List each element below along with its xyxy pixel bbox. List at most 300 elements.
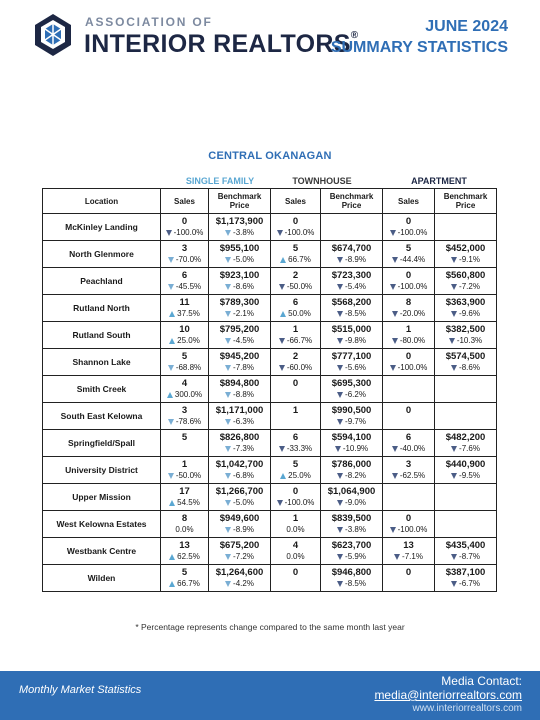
ap-sales-cell (383, 457, 435, 484)
th-sales-value: 0 (292, 567, 299, 578)
sf-sales-change (161, 416, 208, 428)
group-single-family: SINGLE FAMILY (185, 176, 255, 186)
sf-price-change (209, 470, 270, 482)
change-percent: -7.1% (402, 552, 423, 561)
th-price-cell (321, 268, 383, 295)
statistics-table (42, 188, 497, 592)
th-price-change (321, 362, 382, 374)
arrow-up-icon (169, 581, 175, 587)
arrow-down-icon (392, 311, 398, 317)
sf-sales-change (161, 281, 208, 293)
report-title-date: JUNE 2024 (425, 18, 508, 35)
th-price-change (321, 335, 382, 347)
sf-sales-value: 5 (181, 351, 188, 362)
arrow-down-icon (392, 257, 398, 263)
table-header-row (43, 189, 497, 214)
th-sales-change (271, 281, 320, 293)
sf-sales-change (161, 227, 208, 239)
th-sales-value: 0 (292, 216, 299, 227)
arrow-down-icon (277, 500, 283, 506)
table-row (43, 457, 497, 484)
th-price-change (321, 227, 382, 239)
ap-price-cell (435, 376, 497, 403)
sf-price-value: $675,200 (219, 540, 260, 551)
col-sf-sales: Sales (161, 189, 209, 214)
ap-sales-cell (383, 376, 435, 403)
ap-price-change (435, 308, 496, 320)
sf-price-value: $789,300 (219, 297, 260, 308)
sf-sales-change (161, 389, 208, 401)
table-row (43, 430, 497, 457)
ap-sales-cell (383, 268, 435, 295)
arrow-down-icon (390, 365, 396, 371)
arrow-down-icon (392, 473, 398, 479)
sf-price-value: $1,264,600 (215, 567, 264, 578)
sf-sales-change (161, 308, 208, 320)
change-percent: -6.8% (233, 471, 254, 480)
sf-sales-cell (161, 241, 209, 268)
change-percent: 62.5% (177, 552, 200, 561)
arrow-down-icon (279, 284, 285, 290)
sf-sales-cell (161, 295, 209, 322)
ap-sales-change (383, 470, 434, 482)
ap-sales-value (383, 484, 434, 497)
ap-sales-cell (383, 403, 435, 430)
ap-price-change (435, 362, 496, 374)
arrow-down-icon (225, 446, 231, 452)
sf-sales-change (161, 362, 208, 374)
th-price-cell (321, 214, 383, 241)
sf-price-change (209, 551, 270, 563)
col-th-price: Benchmark Price (321, 189, 383, 214)
table-row (43, 349, 497, 376)
th-sales-value: 4 (292, 540, 299, 551)
change-percent: -66.7% (286, 336, 313, 345)
th-sales-change (271, 227, 320, 239)
th-price-cell (321, 295, 383, 322)
change-percent: -45.5% (175, 282, 202, 291)
arrow-down-icon (451, 311, 457, 317)
sf-price-change (209, 227, 270, 239)
sf-sales-cell (161, 268, 209, 295)
th-price-change (321, 443, 382, 455)
change-percent: -10.9% (342, 444, 369, 453)
change-percent: -5.6% (345, 363, 366, 372)
th-sales-cell (271, 214, 321, 241)
arrow-down-icon (168, 284, 174, 290)
th-sales-change (271, 254, 320, 266)
ap-sales-change (383, 416, 434, 428)
ap-price-value: $387,100 (445, 567, 486, 578)
th-sales-value: 1 (292, 513, 299, 524)
change-percent: -8.9% (233, 525, 254, 534)
table-row (43, 376, 497, 403)
th-price-change (321, 578, 382, 590)
location-cell: Smith Creek (43, 376, 161, 403)
arrow-down-icon (451, 473, 457, 479)
change-percent: -6.7% (459, 579, 480, 588)
sf-price-cell (209, 430, 271, 457)
sf-sales-value: 4 (181, 378, 188, 389)
th-sales-cell (271, 349, 321, 376)
ap-price-cell (435, 241, 497, 268)
sf-price-value: $945,200 (219, 351, 260, 362)
sf-sales-value: 6 (181, 270, 188, 281)
arrow-down-icon (225, 473, 231, 479)
th-price-change (321, 308, 382, 320)
sf-sales-value: 11 (179, 297, 190, 308)
arrow-down-icon (337, 473, 343, 479)
ap-sales-value: 0 (405, 405, 412, 416)
change-percent: -62.5% (399, 471, 426, 480)
footnote: * Percentage represents change compared to the same month last year (135, 622, 405, 632)
sf-sales-cell (161, 349, 209, 376)
change-percent: -10.3% (456, 336, 483, 345)
change-percent: -100.0% (397, 525, 428, 534)
ap-price-cell (435, 214, 497, 241)
th-sales-change (271, 308, 320, 320)
sf-price-cell (209, 457, 271, 484)
location-cell: McKinley Landing (43, 214, 161, 241)
col-ap-sales: Sales (383, 189, 435, 214)
sf-sales-cell (161, 457, 209, 484)
ap-price-cell (435, 295, 497, 322)
sf-price-value: $1,171,000 (215, 405, 264, 416)
arrow-down-icon (225, 581, 231, 587)
sf-sales-value: 13 (179, 540, 190, 551)
ap-price-change (435, 281, 496, 293)
location-cell: South East Kelowna (43, 403, 161, 430)
arrow-down-icon (451, 554, 457, 560)
arrow-down-icon (279, 365, 285, 371)
ap-sales-change (383, 362, 434, 374)
change-percent: -80.0% (399, 336, 426, 345)
th-price-change (321, 254, 382, 266)
ap-sales-cell (383, 349, 435, 376)
ap-sales-change (383, 497, 434, 509)
th-price-value: $594,100 (331, 432, 372, 443)
sf-sales-value: 1 (181, 459, 188, 470)
table-row (43, 565, 497, 592)
th-price-change (321, 551, 382, 563)
th-sales-change (271, 470, 320, 482)
change-percent: -44.4% (399, 255, 426, 264)
table-row (43, 322, 497, 349)
change-percent: -7.6% (459, 444, 480, 453)
ap-price-value: $560,800 (445, 270, 486, 281)
col-th-sales: Sales (271, 189, 321, 214)
sf-price-value: $1,173,900 (215, 216, 264, 227)
sf-price-change (209, 389, 270, 401)
ap-sales-cell (383, 295, 435, 322)
ap-sales-change (383, 254, 434, 266)
change-percent: 25.0% (177, 336, 200, 345)
change-percent: -100.0% (284, 228, 315, 237)
sf-price-cell (209, 322, 271, 349)
logo-top-text: ASSOCIATION OF (85, 15, 213, 29)
table-row (43, 295, 497, 322)
change-percent: -50.0% (286, 282, 313, 291)
arrow-up-icon (167, 392, 173, 398)
th-price-value: $786,000 (331, 459, 372, 470)
logo-mark-icon (33, 12, 73, 56)
th-sales-change (271, 335, 320, 347)
arrow-up-icon (169, 500, 175, 506)
arrow-down-icon (168, 419, 174, 425)
ap-sales-cell (383, 214, 435, 241)
sf-sales-change (161, 254, 208, 266)
table-row (43, 403, 497, 430)
location-cell: Peachland (43, 268, 161, 295)
change-percent: 0.0% (175, 525, 194, 534)
ap-price-cell (435, 511, 497, 538)
ap-price-cell (435, 538, 497, 565)
ap-price-change (435, 416, 496, 428)
footer-email-link[interactable]: media@interiorrealtors.com (374, 688, 522, 702)
change-percent: -68.8% (175, 363, 202, 372)
sf-price-value: $795,200 (219, 324, 260, 335)
sf-price-change (209, 254, 270, 266)
ap-price-value (435, 484, 496, 497)
th-sales-cell (271, 484, 321, 511)
table-row (43, 214, 497, 241)
sf-price-change (209, 443, 270, 455)
change-percent: -100.0% (397, 228, 428, 237)
arrow-down-icon (166, 230, 172, 236)
arrow-down-icon (225, 284, 231, 290)
sf-price-change (209, 524, 270, 536)
change-percent: -8.5% (345, 579, 366, 588)
ap-sales-change (383, 578, 434, 590)
ap-price-cell (435, 484, 497, 511)
ap-sales-value: 1 (405, 324, 412, 335)
change-percent: 66.7% (288, 255, 311, 264)
ap-price-cell (435, 322, 497, 349)
th-price-value: $515,000 (331, 324, 372, 335)
th-sales-cell (271, 268, 321, 295)
change-percent: -5.0% (233, 498, 254, 507)
sf-sales-value: 3 (181, 405, 188, 416)
table-body (43, 214, 497, 592)
arrow-down-icon (337, 581, 343, 587)
sf-sales-value: 17 (179, 486, 190, 497)
arrow-down-icon (168, 257, 174, 263)
sf-price-value: $826,800 (219, 432, 260, 443)
change-percent: -78.6% (175, 417, 202, 426)
change-percent: -6.3% (233, 417, 254, 426)
arrow-down-icon (337, 392, 343, 398)
ap-sales-value: 0 (405, 567, 412, 578)
ap-price-change (435, 578, 496, 590)
change-percent: -3.8% (233, 228, 254, 237)
ap-price-cell (435, 430, 497, 457)
ap-price-cell (435, 349, 497, 376)
sf-sales-value: 8 (181, 513, 188, 524)
arrow-down-icon (451, 257, 457, 263)
ap-sales-cell (383, 565, 435, 592)
sf-sales-value: 0 (181, 216, 188, 227)
property-type-labels (0, 176, 540, 188)
th-price-value: $568,200 (331, 297, 372, 308)
th-price-value: $990,500 (331, 405, 372, 416)
arrow-down-icon (337, 257, 343, 263)
change-percent: -7.2% (233, 552, 254, 561)
footer-website-link[interactable]: www.interiorrealtors.com (412, 703, 522, 714)
change-percent: -40.0% (399, 444, 426, 453)
sf-price-cell (209, 538, 271, 565)
change-percent: -100.0% (397, 363, 428, 372)
th-price-cell (321, 430, 383, 457)
ap-price-value (435, 403, 496, 416)
sf-sales-cell (161, 214, 209, 241)
th-sales-change (271, 362, 320, 374)
arrow-down-icon (392, 338, 398, 344)
arrow-down-icon (225, 392, 231, 398)
arrow-down-icon (390, 230, 396, 236)
th-sales-cell (271, 457, 321, 484)
ap-sales-change (383, 335, 434, 347)
ap-sales-cell (383, 430, 435, 457)
sf-price-cell (209, 376, 271, 403)
table-row (43, 241, 497, 268)
th-sales-change (271, 443, 320, 455)
ap-sales-change (383, 551, 434, 563)
change-percent: -5.4% (345, 282, 366, 291)
change-percent: -9.7% (345, 417, 366, 426)
arrow-down-icon (451, 581, 457, 587)
arrow-down-icon (225, 230, 231, 236)
ap-price-cell (435, 457, 497, 484)
report-title-subtitle: SUMMARY STATISTICS (330, 39, 508, 56)
th-price-value: $946,800 (331, 567, 372, 578)
arrow-up-icon (280, 257, 286, 263)
table-row (43, 511, 497, 538)
sf-price-change (209, 416, 270, 428)
ap-price-cell (435, 403, 497, 430)
change-percent: 0.0% (286, 525, 305, 534)
arrow-down-icon (337, 500, 343, 506)
th-sales-value: 5 (292, 243, 299, 254)
col-location: Location (43, 189, 161, 214)
change-percent: -8.9% (345, 255, 366, 264)
th-price-change (321, 524, 382, 536)
arrow-down-icon (337, 419, 343, 425)
change-percent: -9.1% (459, 255, 480, 264)
sf-sales-cell (161, 403, 209, 430)
th-price-value: $674,700 (331, 243, 372, 254)
arrow-down-icon (225, 338, 231, 344)
th-sales-value: 0 (292, 486, 299, 497)
th-sales-cell (271, 430, 321, 457)
sf-price-cell (209, 295, 271, 322)
ap-sales-value: 13 (403, 540, 414, 551)
change-percent: 50.0% (288, 309, 311, 318)
header (0, 0, 540, 70)
col-ap-price: Benchmark Price (435, 189, 497, 214)
ap-price-change (435, 254, 496, 266)
th-price-cell (321, 241, 383, 268)
th-sales-change (271, 416, 320, 428)
th-price-change (321, 416, 382, 428)
th-price-value: $1,064,900 (327, 486, 376, 497)
footer (0, 671, 540, 720)
sf-sales-cell (161, 565, 209, 592)
change-percent: -50.0% (175, 471, 202, 480)
arrow-down-icon (279, 338, 285, 344)
th-sales-change (271, 389, 320, 401)
change-percent: -100.0% (397, 282, 428, 291)
arrow-up-icon (169, 338, 175, 344)
change-percent: 0.0% (286, 552, 305, 561)
th-price-value: $839,500 (331, 513, 372, 524)
location-cell: Upper Mission (43, 484, 161, 511)
ap-price-value (435, 376, 496, 389)
sf-sales-cell (161, 376, 209, 403)
sf-sales-change (161, 470, 208, 482)
arrow-down-icon (337, 365, 343, 371)
change-percent: -8.6% (459, 363, 480, 372)
sf-price-value: $894,800 (219, 378, 260, 389)
ap-sales-change (383, 227, 434, 239)
change-percent: -8.5% (345, 309, 366, 318)
th-price-value: $777,100 (331, 351, 372, 362)
change-percent: -5.0% (233, 255, 254, 264)
change-percent: -9.6% (459, 309, 480, 318)
ap-sales-cell (383, 241, 435, 268)
sf-price-change (209, 281, 270, 293)
location-cell: Shannon Lake (43, 349, 161, 376)
sf-price-value: $923,100 (219, 270, 260, 281)
ap-price-change (435, 389, 496, 401)
th-price-change (321, 497, 382, 509)
th-sales-cell (271, 295, 321, 322)
sf-price-value: $1,042,700 (215, 459, 264, 470)
location-cell: Wilden (43, 565, 161, 592)
sf-price-cell (209, 511, 271, 538)
arrow-up-icon (280, 311, 286, 317)
arrow-down-icon (451, 284, 457, 290)
ap-price-change (435, 335, 496, 347)
ap-sales-value: 5 (405, 243, 412, 254)
change-percent: -4.2% (233, 579, 254, 588)
arrow-down-icon (390, 284, 396, 290)
ap-sales-cell (383, 538, 435, 565)
ap-price-change (435, 524, 496, 536)
th-sales-cell (271, 376, 321, 403)
ap-sales-change (383, 443, 434, 455)
th-price-cell (321, 376, 383, 403)
logo-main-text: INTERIOR REALTORS® (84, 30, 359, 58)
arrow-down-icon (390, 527, 396, 533)
ap-price-value (435, 511, 496, 524)
ap-price-value: $382,500 (445, 324, 486, 335)
th-price-value: $623,700 (331, 540, 372, 551)
sf-sales-change (161, 524, 208, 536)
group-apartment: APARTMENT (411, 176, 467, 186)
arrow-down-icon (279, 446, 285, 452)
sf-sales-change (161, 578, 208, 590)
th-sales-value: 2 (292, 351, 299, 362)
ap-sales-value: 0 (405, 216, 412, 227)
change-percent: -4.5% (233, 336, 254, 345)
ap-price-change (435, 497, 496, 509)
th-price-cell (321, 484, 383, 511)
arrow-down-icon (451, 365, 457, 371)
th-sales-change (271, 497, 320, 509)
arrow-down-icon (337, 554, 343, 560)
change-percent: -8.2% (345, 471, 366, 480)
footer-contact-block (374, 674, 522, 716)
